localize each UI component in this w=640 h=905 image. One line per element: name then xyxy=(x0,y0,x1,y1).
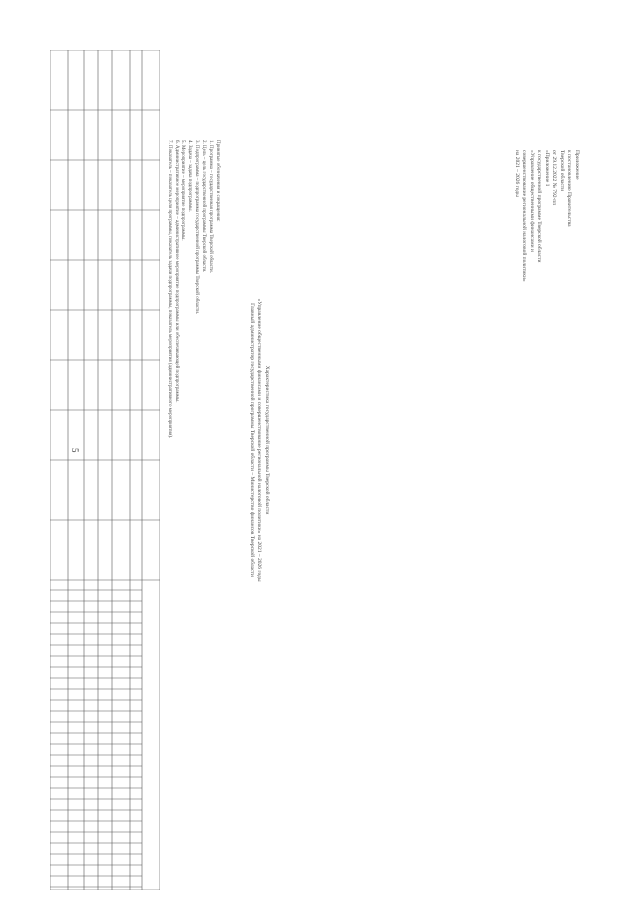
approval-line: совершенствование региональной налоговой политики» xyxy=(521,150,528,282)
legend-item: 5. Мероприятие – мероприятие подпрограммы. xyxy=(180,140,186,241)
legend-item: 6. Административное мероприятие – административное мероприятие подпрограммы или обеспечивающей подпрограммы. xyxy=(173,140,179,403)
approval-block xyxy=(513,150,581,350)
approval-line: к постановлению Правительства xyxy=(566,150,573,227)
legend-item: 2. Цель – цель государственной программы Тверской области. xyxy=(201,140,207,273)
approval-line: «Приложение 1 xyxy=(544,150,550,187)
title-line: Характеристика государственной программы Тверской области xyxy=(264,365,270,515)
title-line: Главный администратор государственной программы Тверской области – Министерство финансов Тверской области xyxy=(249,303,255,577)
legend-item: 7. Показатель – показатель цели программы, показатель задачи подпрограммы, показатель мероприятия (административного мероприятия). xyxy=(166,140,172,439)
approval-line: «Управление общественными финансами и xyxy=(529,150,535,252)
legend-item: 3. Подпрограмма – подпрограмма государственной программы Тверской области. xyxy=(194,140,200,315)
legend-heading: Принятые обозначения и сокращения: xyxy=(215,140,220,222)
legend-item: 4. Задача – задача подпрограммы. xyxy=(187,140,193,212)
page-number: 5 xyxy=(70,448,80,453)
approval-line: Приложение xyxy=(574,150,580,180)
document-title xyxy=(248,210,271,670)
approval-line: Тверской области xyxy=(559,150,565,192)
approval-line: к государственной программе Тверской области xyxy=(536,150,543,263)
program-table-grid xyxy=(50,50,160,890)
approval-line: от 29.12.2022 № 792-пп xyxy=(551,150,558,206)
approval-line: на 2021 – 2026 годы xyxy=(514,150,520,197)
rotated-document xyxy=(40,40,600,900)
legend-item: 1. Программа – государственная программа Тверской области. xyxy=(208,140,214,273)
legend-block xyxy=(165,140,220,440)
title-line: «Управление общественными финансами и совершенствование региональной налоговой политики» на 2021 – 2026 годы xyxy=(256,298,263,582)
